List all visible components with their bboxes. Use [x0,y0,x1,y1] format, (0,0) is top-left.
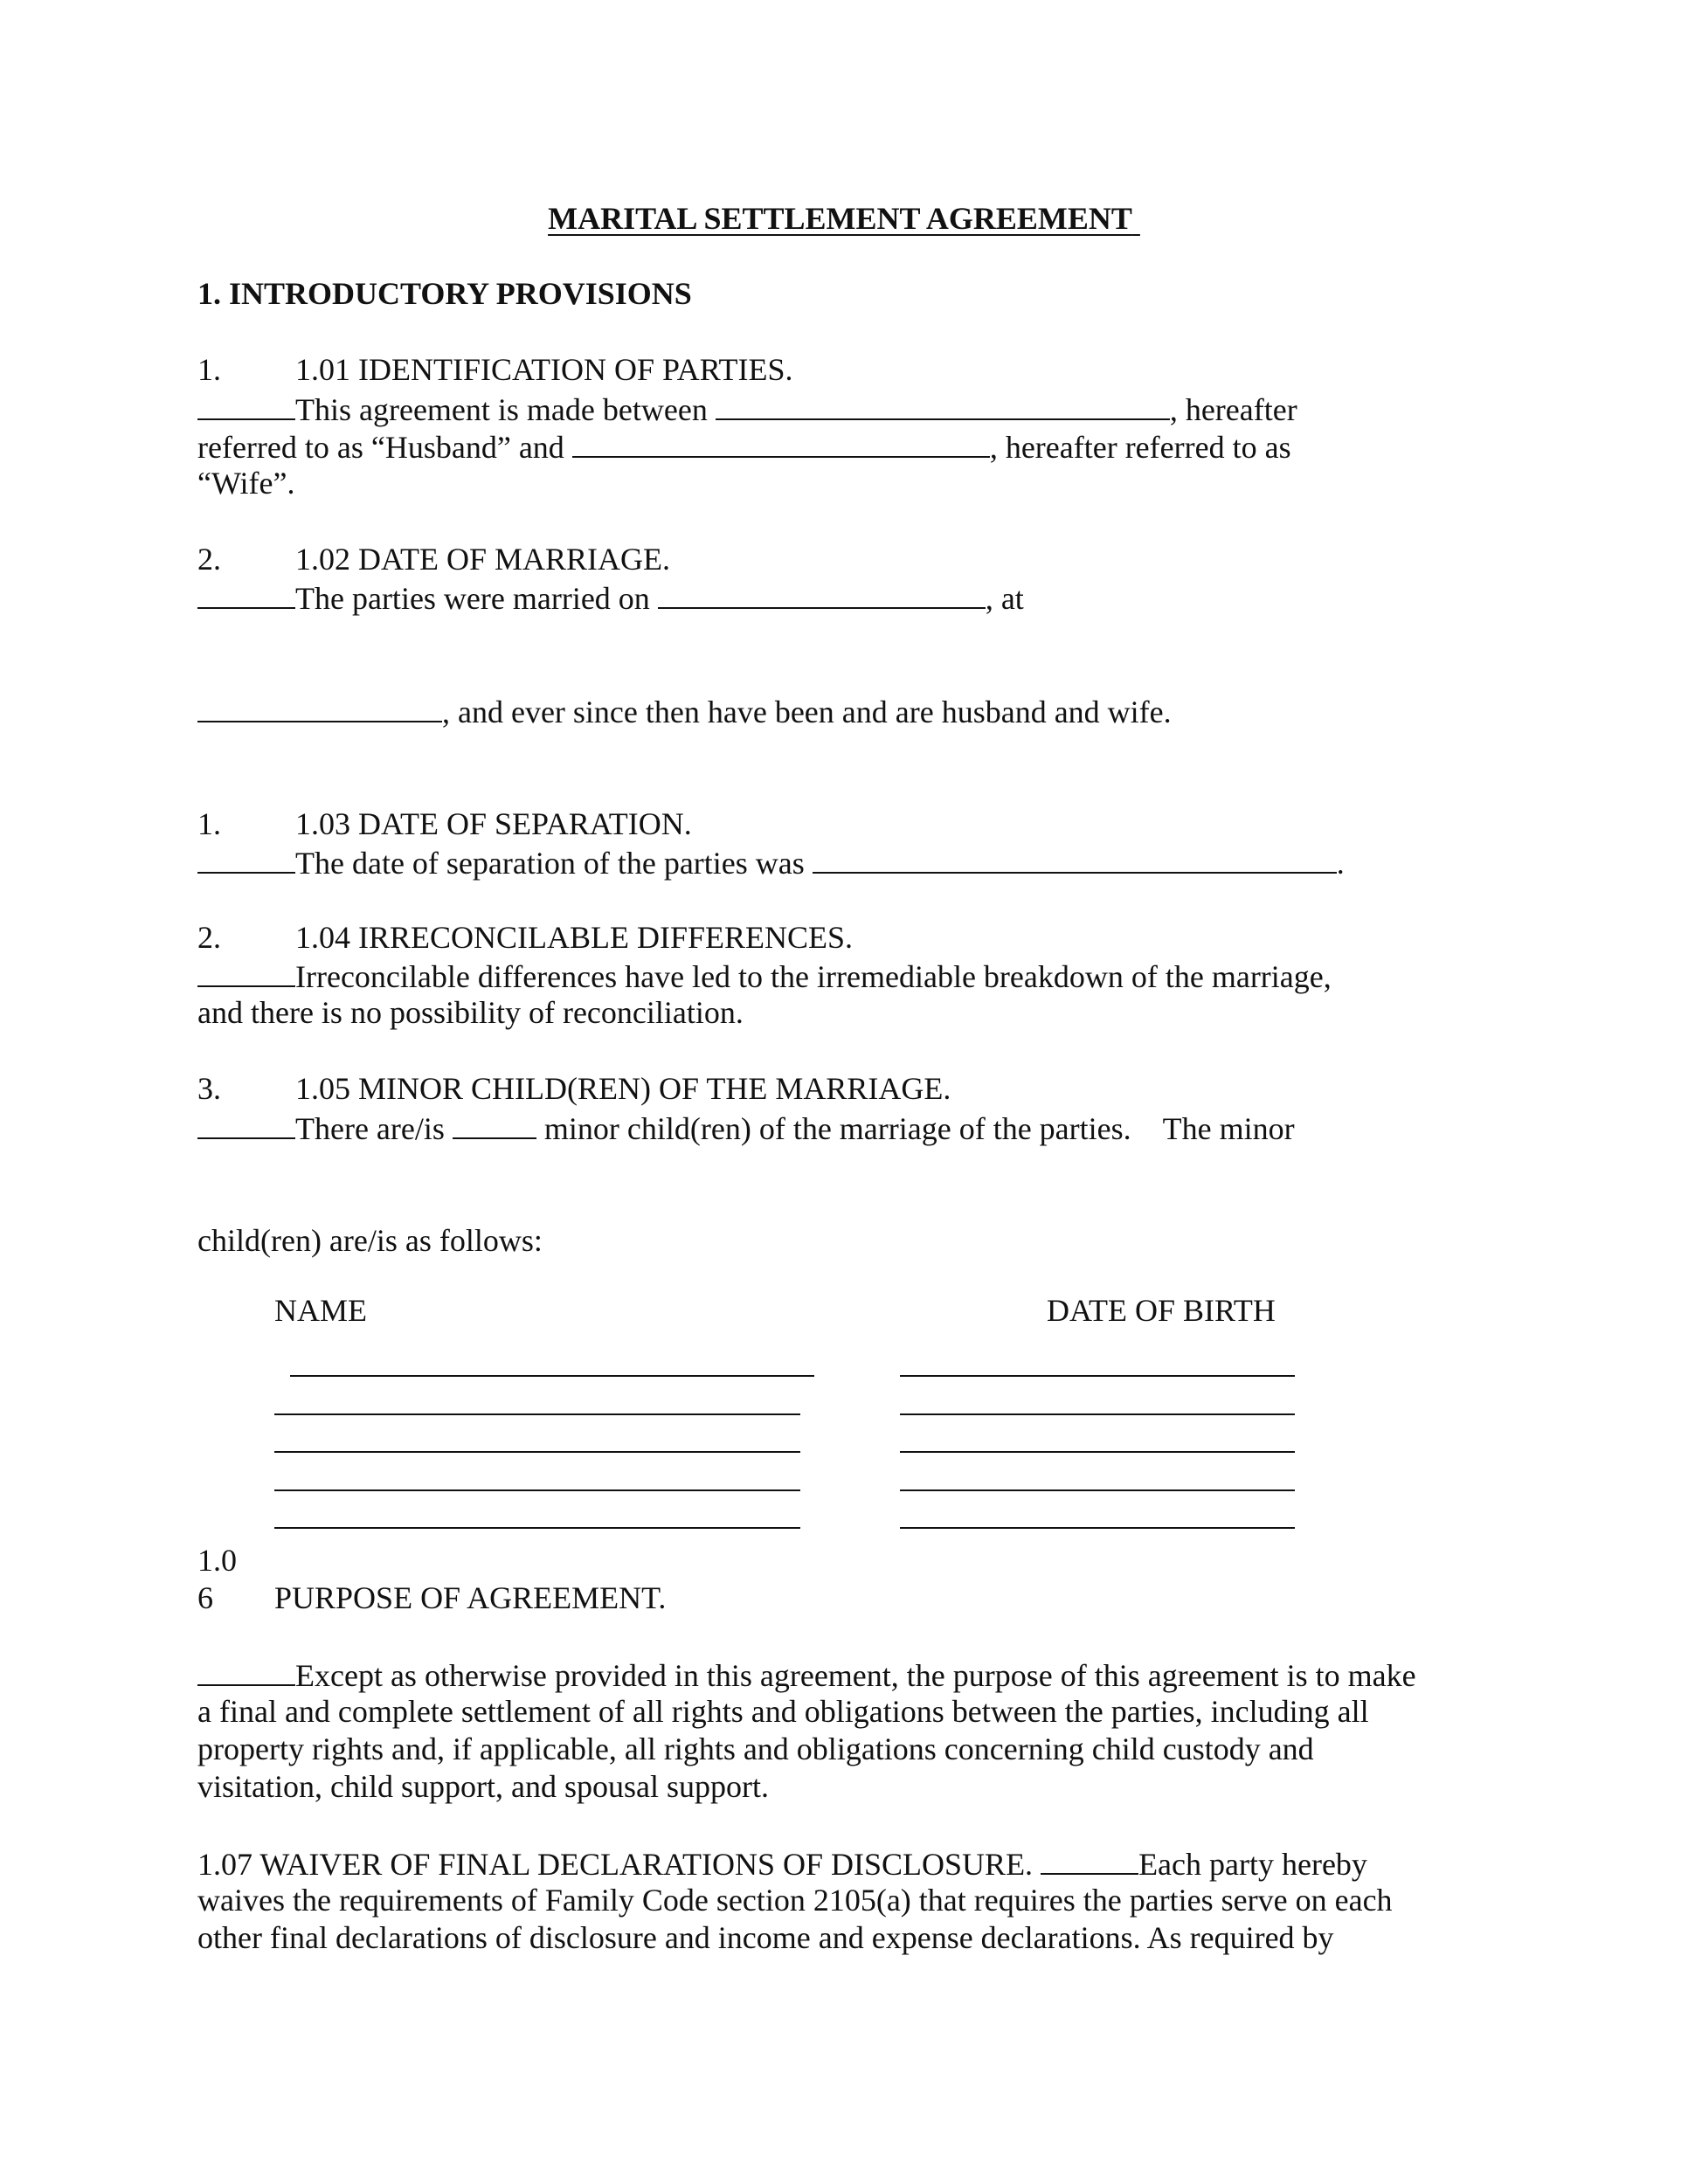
column-header-date-of-birth: DATE OF BIRTH [1047,1293,1276,1328]
s107-line2: waives the requirements of Family Code section 2105(a) that requires the parties serve on each [197,1883,1393,1918]
children-count-field[interactable] [453,1111,536,1139]
s106-number-part2: 6 [197,1580,213,1615]
husband-name-field[interactable] [716,392,1170,420]
s106-line3: property rights and, if applicable, all rights and obligations concerning child custody and [197,1731,1314,1766]
s106-line4: visitation, child support, and spousal support. [197,1769,769,1804]
s106-line2: a final and complete settlement of all rights and obligations between the parties, including all [197,1694,1369,1729]
child-dob-field-5[interactable] [900,1527,1295,1529]
s103-line1: The date of separation of the parties was . [197,846,1345,879]
indent-blank[interactable] [197,581,295,609]
column-header-name: NAME [274,1293,367,1328]
s107-line3: other final declarations of disclosure and income and expense declarations. As required by [197,1920,1334,1955]
s104-number: 2. [197,920,221,955]
s106-number-part1: 1.0 [197,1543,237,1578]
s102-line1: The parties were married on , at [197,581,1024,614]
s103-heading: 1.03 DATE OF SEPARATION. [295,806,692,841]
s105-number: 3. [197,1071,221,1106]
s102-number: 2. [197,542,221,577]
indent-blank[interactable] [197,1111,295,1139]
child-name-field-2[interactable] [274,1413,800,1415]
marriage-date-field[interactable] [658,581,986,609]
s105-heading: 1.05 MINOR CHILD(REN) OF THE MARRIAGE. [295,1071,951,1106]
s101-number: 1. [197,352,221,387]
s104-line2: and there is no possibility of reconciliation. [197,995,744,1030]
s106-line1: Except as otherwise provided in this agreement, the purpose of this agreement is to make [197,1658,1416,1691]
child-dob-field-4[interactable] [900,1489,1295,1491]
s101-line1: This agreement is made between , hereafter [197,392,1297,425]
s105-line2: child(ren) are/is as follows: [197,1223,543,1258]
indent-blank[interactable] [197,392,295,420]
indent-blank[interactable] [197,959,295,987]
separation-date-field[interactable] [813,846,1337,874]
s107-line1: 1.07 WAIVER OF FINAL DECLARATIONS OF DISCLOSURE. Each party hereby [197,1847,1367,1882]
indent-blank[interactable] [197,1658,295,1686]
child-name-field-3[interactable] [274,1451,800,1453]
child-dob-field-1[interactable] [900,1375,1295,1377]
s104-heading: 1.04 IRRECONCILABLE DIFFERENCES. [295,920,854,955]
wife-name-field[interactable] [572,430,990,458]
document-title: MARITAL SETTLEMENT AGREEMENT [548,201,1132,236]
s101-line2: referred to as “Husband” and , hereafter referred to as [197,430,1291,465]
section-heading: 1. INTRODUCTORY PROVISIONS [197,276,692,311]
waiver-initial-blank[interactable] [1041,1847,1138,1875]
child-name-field-4[interactable] [274,1489,800,1491]
child-dob-field-3[interactable] [900,1451,1295,1453]
child-name-field-1[interactable] [290,1375,814,1377]
child-dob-field-2[interactable] [900,1413,1295,1415]
child-name-field-5[interactable] [274,1527,800,1529]
s102-line2: , and ever since then have been and are husband and wife. [197,695,1172,728]
s101-line3: “Wife”. [197,466,295,501]
s101-heading: 1.01 IDENTIFICATION OF PARTIES. [295,352,793,387]
s104-line1: Irreconcilable differences have led to the irremediable breakdown of the marriage, [197,959,1332,992]
s106-heading: PURPOSE OF AGREEMENT. [274,1580,667,1615]
s105-line1: There are/is minor child(ren) of the marriage of the parties. The minor [197,1111,1295,1144]
indent-blank[interactable] [197,846,295,874]
marriage-place-field[interactable] [197,695,442,722]
s103-number: 1. [197,806,221,841]
s102-heading: 1.02 DATE OF MARRIAGE. [295,542,671,577]
